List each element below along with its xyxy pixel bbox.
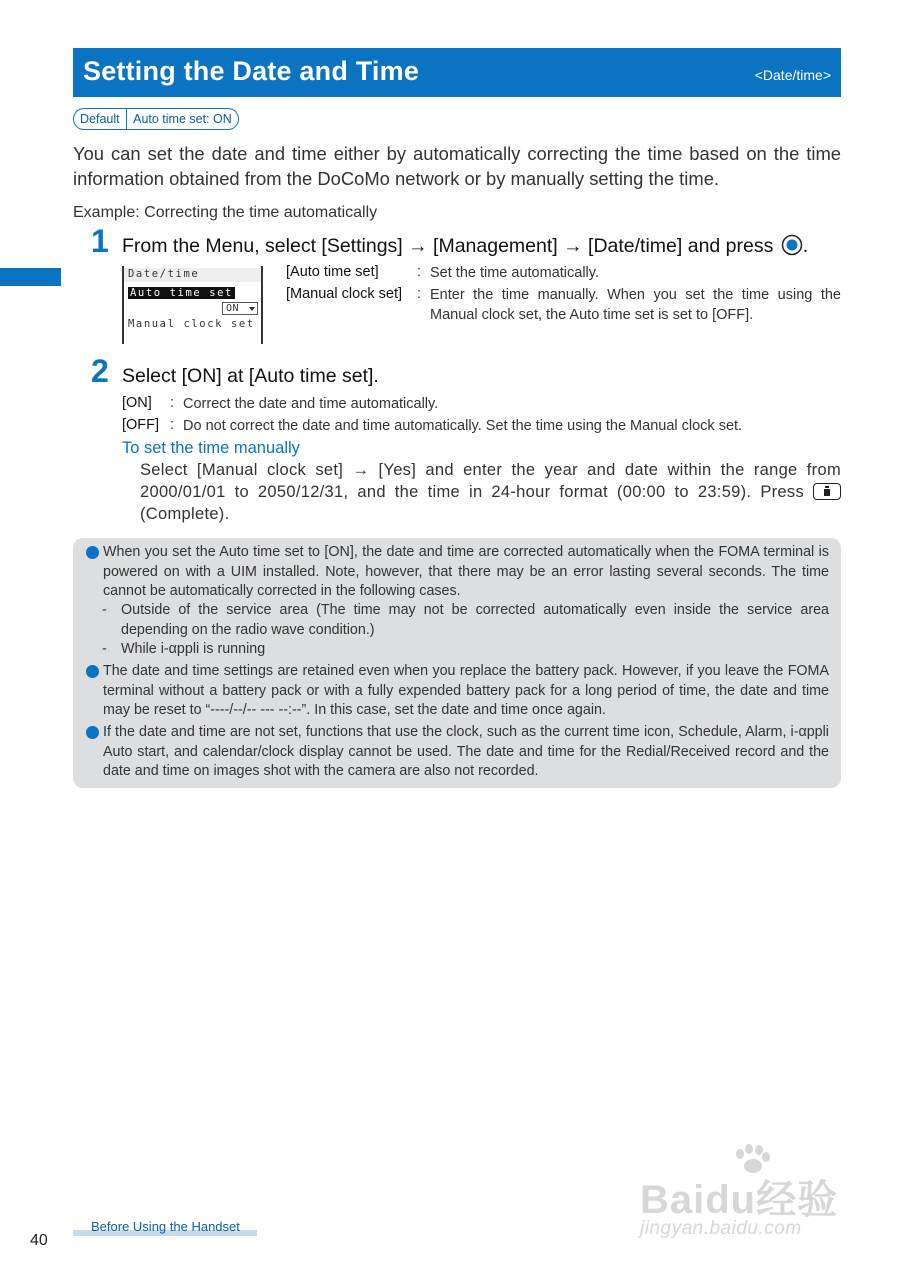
note-2-text: The date and time settings are retained even when you replace the battery pack. However, if you leave the FOMA terminal without a battery pack or with a fully expended battery pack for a long period of time, the date and time may be reset to “----/--/-- --- --:--”. In this case, set the date and time once again. <box>103 663 829 718</box>
screen-item-manual-clock-set: Manual clock set <box>128 318 255 330</box>
default-setting-badge <box>73 108 239 130</box>
watermark <box>640 1148 850 1248</box>
def-text-manual-clock-set: Enter the time manually. When you set the time using the Manual clock set, the Auto time set is set to [OFF]. <box>430 287 841 323</box>
def-label-auto-time-set: [Auto time set] <box>286 264 379 280</box>
def-colon: : <box>417 286 422 302</box>
step-1-number: 1 <box>91 223 109 259</box>
intro-paragraph: You can set the date and time either by automatically correcting the time based on the time information obtained from the DoCoMo network or by manually setting the time. <box>73 143 841 189</box>
page-title: Setting the Date and Time <box>83 56 420 86</box>
def-colon: : <box>170 395 175 411</box>
def-label-off: [OFF] <box>122 417 160 433</box>
example-caption: Example: Correcting the time automatically <box>73 204 378 221</box>
dash-marker: - <box>102 602 107 618</box>
page-number: 40 <box>30 1232 48 1249</box>
watermark-url: jingyan.baidu.com <box>640 1218 802 1239</box>
notes-box <box>73 538 841 788</box>
def-text-off: Do not correct the date and time automatically. Set the time using the Manual clock set. <box>183 418 743 434</box>
note-item <box>103 723 829 782</box>
step-2-number: 2 <box>91 353 109 389</box>
dropdown-arrow-icon <box>249 307 255 311</box>
screen-title: Date/time <box>128 268 200 280</box>
sub-note-item <box>102 640 829 660</box>
manual-text: Select [Manual clock set] → [Yes] and enter the year and date within the range from 2000/01/01 to 2050/12/31, and the time in 24-hour format (00:00 to 23:59). Press <box>140 461 841 501</box>
bullet-icon <box>86 726 99 739</box>
default-label: Default <box>80 112 120 126</box>
chapter-tab-marker <box>0 268 61 286</box>
manual-instructions <box>140 459 841 525</box>
note-1-text: When you set the Auto time set to [ON], the date and time are corrected automatically when the FOMA terminal is powered on with a UIM installed. Note, however, that there may be an error lasting several seconds. The time cannot be automatically corrected in the following cases. <box>103 544 829 599</box>
def-colon: : <box>417 264 422 280</box>
def-colon: : <box>170 417 175 433</box>
default-value: Auto time set: ON <box>133 112 232 126</box>
def-text-auto-time-set: Set the time automatically. <box>430 265 599 281</box>
screen-item-row <box>128 287 235 299</box>
phone-screen-mock <box>122 266 263 344</box>
def-label-on: [ON] <box>122 395 152 411</box>
title-banner <box>73 48 841 97</box>
dash-marker: - <box>102 641 107 657</box>
step-2-instruction: Select [ON] at [Auto time set]. <box>122 365 379 387</box>
step-1-instruction <box>122 234 808 258</box>
manual-heading: To set the time manually <box>122 439 300 457</box>
sub-note-item <box>102 601 829 640</box>
footer-section-title: Before Using the Handset <box>91 1219 240 1234</box>
menu-path-tag: <Date/time> <box>754 67 831 83</box>
sub-note-1-text: Outside of the service area (The time may not be corrected automatically even inside the service area depending on the radio wave condition.) <box>121 602 829 638</box>
sub-note-2-text: While i-αppli is running <box>121 641 266 657</box>
screen-item-auto-time-set: Auto time set <box>130 287 233 299</box>
step-1-text: From the Menu, select [Settings] → [Management] → [Date/time] and press <box>122 235 774 257</box>
note-3-text: If the date and time are not set, functions that use the clock, such as the current time icon, Schedule, Alarm, i-αppli Auto start, and calendar/clock display cannot be used. The date and time for the Redial/Received record and the date and time on images shot with the camera are also not recorded. <box>103 724 829 779</box>
def-label-manual-clock-set: [Manual clock set] <box>286 286 403 302</box>
menu-key-icon <box>813 483 841 500</box>
manual-complete: (Complete). <box>140 505 230 523</box>
watermark-logo: Baidu经验 <box>640 1178 839 1222</box>
bullet-icon <box>86 546 99 559</box>
screen-select-value: ON <box>226 303 240 314</box>
def-text-on: Correct the date and time automatically. <box>183 396 439 412</box>
bullet-icon <box>86 665 99 678</box>
center-key-icon <box>781 234 803 256</box>
screen-select-box <box>222 302 258 315</box>
step-1-period: . <box>802 235 809 257</box>
note-item <box>103 662 829 721</box>
note-item <box>103 543 829 602</box>
